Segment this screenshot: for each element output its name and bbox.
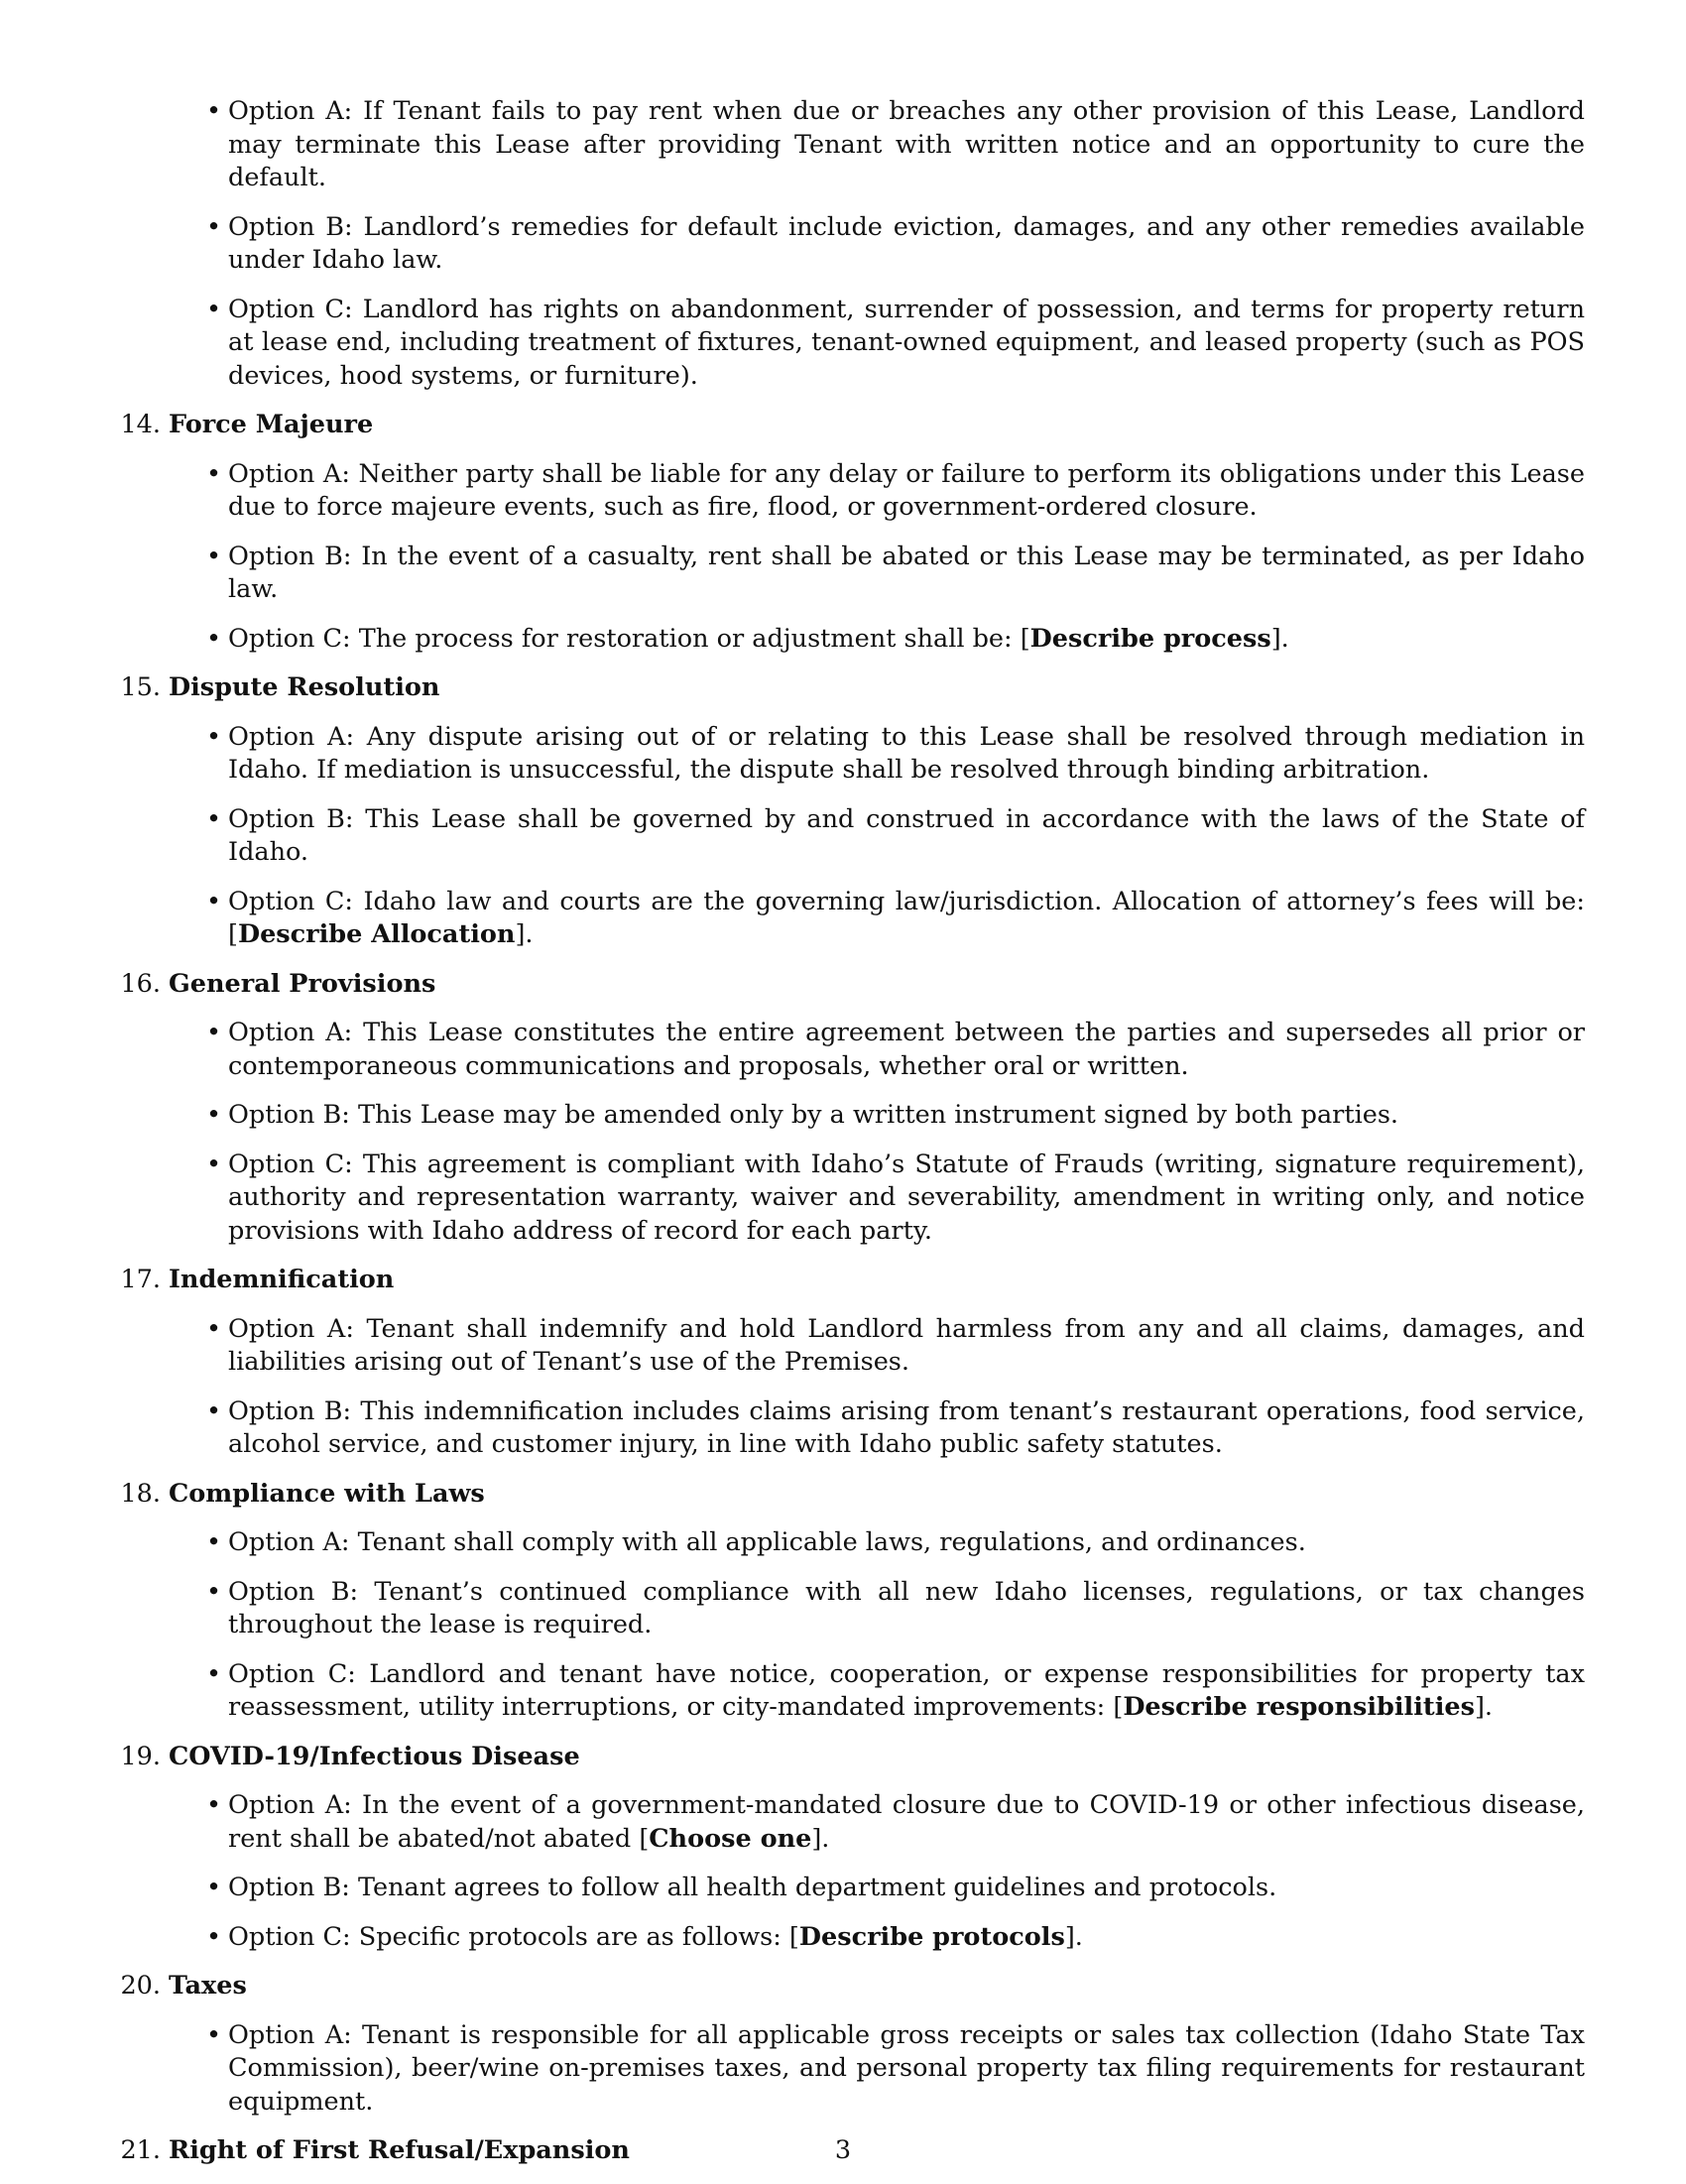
section-19 (120, 1741, 1585, 1955)
section-number: 15. (120, 672, 161, 702)
list-item: • Option C: This agreement is compliant with Idaho’s Statute of Frauds (writing, signature requirement), authority and representation warranty, waiver and severability, amendment in writing only, and notice provisions with Idaho address of record for each party. (165, 1149, 1585, 1249)
list-item: • Option B: This Lease may be amended only by a written instrument signed by both parties. (165, 1099, 1585, 1133)
option-list (165, 1313, 1585, 1462)
section-16 (120, 968, 1585, 1249)
page-number: 3 (834, 2135, 852, 2165)
list-item: • Option A: Tenant shall indemnify and hold Landlord harmless from any and all claims, damages, and liabilities arising out of Tenant’s use of the Premises. (165, 1313, 1585, 1380)
section-heading (120, 968, 1585, 1002)
list-item: • Option A: Tenant shall comply with all applicable laws, regulations, and ordinances. (165, 1526, 1585, 1560)
option-list (165, 458, 1585, 657)
list-item: • Option B: Tenant agrees to follow all health department guidelines and protocols. (165, 1872, 1585, 1905)
section-heading (120, 1970, 1585, 2003)
section-number: 14. (120, 410, 161, 439)
section-number: 20. (120, 1971, 161, 2001)
list-item: • Option A: In the event of a government-mandated closure due to COVID-19 or other infectious disease, rent shall be abated/not abated [Choose one]. (165, 1789, 1585, 1856)
page-content (120, 95, 1585, 2184)
section-title: COVID-19/Infectious Disease (169, 1741, 580, 1771)
section-heading (120, 409, 1585, 442)
section-title: Indemnification (169, 1265, 395, 1294)
placeholder-text: Describe responsibilities (1123, 1692, 1475, 1722)
option-list (165, 721, 1585, 952)
option-list (165, 1789, 1585, 1954)
section-20 (120, 1970, 1585, 2119)
section-title: Compliance with Laws (169, 1478, 485, 1509)
section-number: 21. (120, 2135, 161, 2165)
section-number: 19. (120, 1741, 161, 1771)
list-item: • Option B: This Lease shall be governed by and construed in accordance with the laws of the State of Idaho. (165, 803, 1585, 870)
list-item: • Option A: This Lease constitutes the entire agreement between the parties and supersedes all prior or contemporaneous communications and proposals, whether oral or written. (165, 1017, 1585, 1083)
placeholder-text: Choose one (649, 1823, 812, 1854)
section-title: Dispute Resolution (169, 672, 440, 702)
section-heading (120, 1741, 1585, 1774)
placeholder-text: Describe Allocation (237, 919, 516, 949)
placeholder-text: Describe protocols (798, 1921, 1065, 1952)
section-18 (120, 1478, 1585, 1725)
section-title: Force Majeure (169, 410, 374, 439)
section-heading (120, 1264, 1585, 1297)
list-item: • Option A: Any dispute arising out of or relating to this Lease shall be resolved through mediation in Idaho. If mediation is unsuccessful, the dispute shall be resolved through binding arbitration. (165, 721, 1585, 788)
list-item: • Option C: Specific protocols are as follows: [Describe protocols]. (165, 1921, 1585, 1955)
list-item: • Option A: Tenant is responsible for all applicable gross receipts or sales tax collection (Idaho State Tax Commission), beer/wine on-premises taxes, and personal property tax filing requirements for restaurant equipment. (165, 2019, 1585, 2120)
placeholder-text: Describe process (1029, 623, 1271, 654)
section-number: 18. (120, 1478, 161, 1509)
option-list (165, 1017, 1585, 1248)
list-item: • Option B: Landlord’s remedies for default include eviction, damages, and any other remedies available under Idaho law. (165, 211, 1585, 278)
section-number: 17. (120, 1265, 161, 1294)
section-number: 16. (120, 968, 161, 999)
option-list (165, 1526, 1585, 1725)
list-item: • Option C: The process for restoration or adjustment shall be: [Describe process]. (165, 623, 1585, 657)
section-17 (120, 1264, 1585, 1462)
list-item: • Option A: Neither party shall be liable for any delay or failure to perform its obligations under this Lease due to force majeure events, such as fire, flood, or government-ordered closure. (165, 458, 1585, 525)
list-item: • Option C: Landlord and tenant have notice, cooperation, or expense responsibilities for property tax reassessment, utility interruptions, or city-mandated improvements: [Describe responsibilities]. (165, 1658, 1585, 1725)
section-14 (120, 409, 1585, 656)
section-title: Taxes (169, 1971, 247, 2001)
section-title: General Provisions (169, 968, 436, 999)
option-list (165, 2019, 1585, 2120)
section-15 (120, 671, 1585, 952)
section-title: Right of First Refusal/Expansion (169, 2135, 630, 2165)
section-heading (120, 1478, 1585, 1512)
list-item: • Option A: If Tenant fails to pay rent when due or breaches any other provision of this Lease, Landlord may terminate this Lease after providing Tenant with written notice and an opportunity to cure the default. (165, 95, 1585, 195)
list-item: • Option B: Tenant’s continued compliance with all new Idaho licenses, regulations, or tax changes throughout the lease is required. (165, 1576, 1585, 1642)
list-item: • Option C: Idaho law and courts are the governing law/jurisdiction. Allocation of attorney’s fees will be: [Describe Allocation]. (165, 886, 1585, 952)
list-item: • Option B: This indemnification includes claims arising from tenant’s restaurant operations, food service, alcohol service, and customer injury, in line with Idaho public safety statutes. (165, 1395, 1585, 1462)
intro-bullet-list (165, 95, 1585, 393)
section-heading (120, 671, 1585, 705)
list-item: • Option C: Landlord has rights on abandonment, surrender of possession, and terms for property return at lease end, including treatment of fixtures, tenant-owned equipment, and leased property (such as POS devices, hood systems, or furniture). (165, 294, 1585, 394)
list-item: • Option B: In the event of a casualty, rent shall be abated or this Lease may be terminated, as per Idaho law. (165, 541, 1585, 607)
